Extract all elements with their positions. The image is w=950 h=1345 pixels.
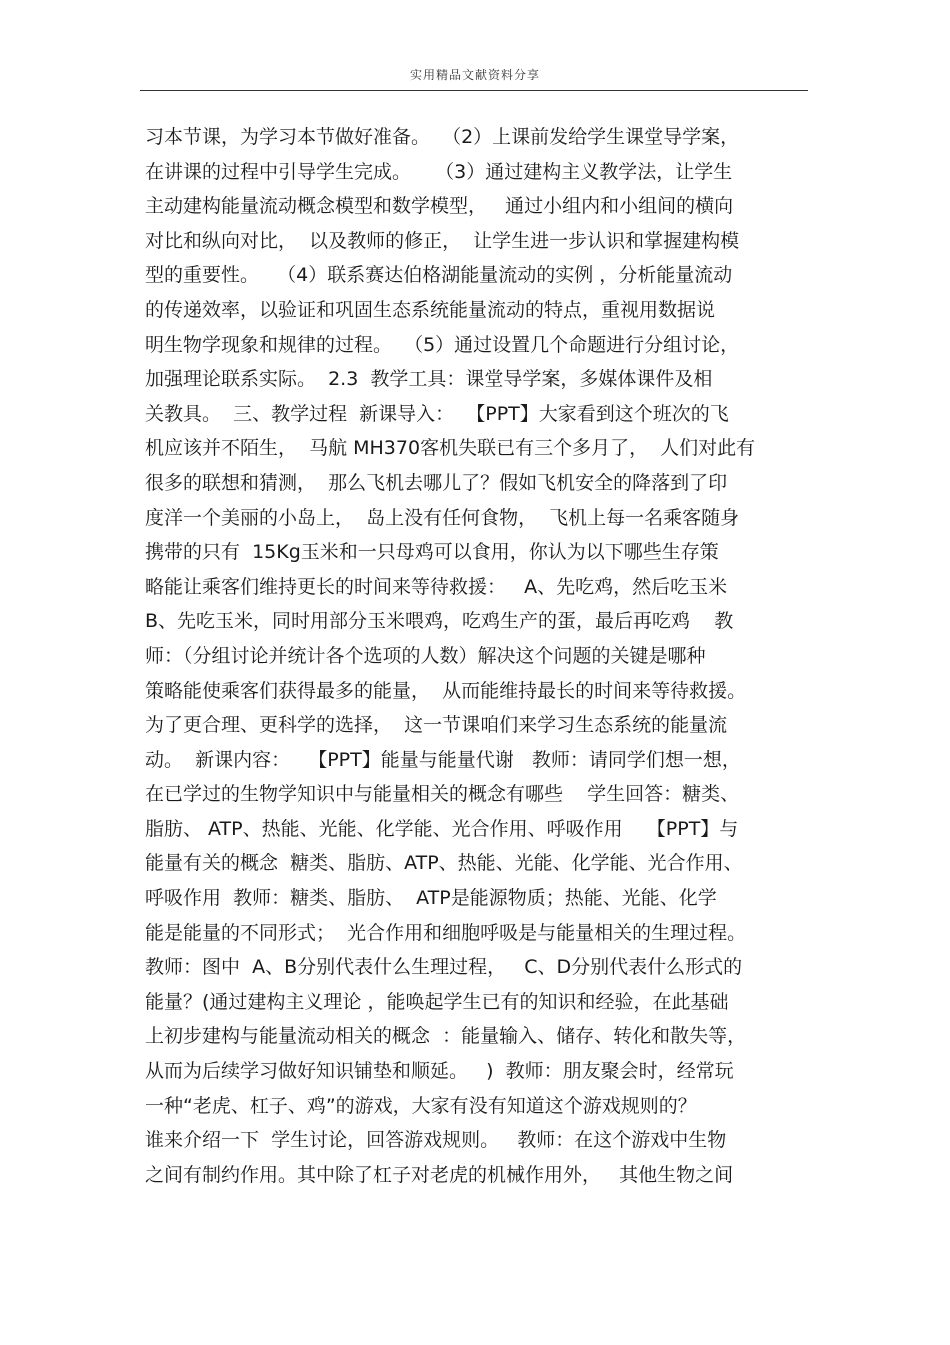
- text-line: 在已学过的生物学知识中与能量相关的概念有哪些 学生回答：糖类、: [145, 783, 740, 806]
- text-line: 习本节课，为学习本节做好准备。 （2）上课前发给学生课堂导学案，: [145, 126, 740, 148]
- text-line: 师：（分组讨论并统计各个选项的人数）解决这个问题的关键是哪种: [145, 644, 706, 667]
- text-line: 关教具。 三、教学过程 新课导入： 【PPT】大家看到这个班次的飞: [145, 402, 729, 425]
- text-line: 上初步建构与能量流动相关的概念 ：能量输入、储存、转化和散失等，: [145, 1025, 747, 1048]
- text-line: 型的重要性。 （4）联系赛达伯格湖能量流动的实例 ，分析能量流动: [145, 264, 733, 287]
- text-line: 教师：图中 A、B分别代表什么生理过程， C、D分别代表什么形式的: [145, 956, 743, 979]
- text-line: 机应该并不陌生， 马航 MH370客机失联已有三个多月了， 人们对此有: [145, 437, 756, 460]
- document-body: [145, 120, 810, 1192]
- text-line: 能是能量的不同形式； 光合作用和细胞呼吸是与能量相关的生理过程。: [145, 921, 747, 944]
- text-line: 脂肪、 ATP、热能、光能、化学能、光合作用、呼吸作用 【PPT】与: [145, 817, 739, 840]
- text-line: 能量有关的概念 糖类、脂肪、ATP、热能、光能、化学能、光合作用、: [145, 852, 743, 875]
- text-line: 动。 新课内容： 【PPT】能量与能量代谢 教师：请同学们想一想，: [145, 748, 741, 771]
- text-line: 之间有制约作用。其中除了杠子对老虎的机械作用外， 其他生物之间: [145, 1163, 734, 1186]
- text-line: 主动建构能量流动概念模型和数学模型， 通过小组内和小组间的横向: [145, 195, 734, 218]
- text-line: 携带的只有 15Kg玉米和一只母鸡可以食用，你认为以下哪些生存策: [145, 541, 719, 564]
- text-line: 对比和纵向对比， 以及教师的修正， 让学生进一步认识和掌握建构模: [145, 229, 740, 252]
- text-line: 明生物学现象和规律的过程。 （5）通过设置几个命题进行分组讨论，: [145, 333, 740, 356]
- text-line: 度洋一个美丽的小岛上， 岛上没有任何食物， 飞机上每一名乘客随身: [145, 506, 740, 529]
- text-line: 为了更合理、更科学的选择， 这一节课咱们来学习生态系统的能量流: [145, 714, 728, 737]
- text-line: B、先吃玉米，同时用部分玉米喂鸡，吃鸡生产的蛋，最后再吃鸡 教: [145, 610, 734, 633]
- text-line: 略能让乘客们维持更长的时间来等待救援： A、先吃鸡，然后吃玉米: [145, 575, 728, 598]
- text-line: 策略能使乘客们获得最多的能量， 从而能维持最长的时间来等待救援。: [145, 679, 747, 702]
- text-line: 很多的联想和猜测， 那么飞机去哪儿了？假如飞机安全的降落到了印: [145, 471, 728, 494]
- header-divider: [140, 90, 808, 91]
- text-line: 加强理论联系实际。 2.3 教学工具：课堂导学案，多媒体课件及相: [145, 368, 713, 391]
- text-line: 谁来介绍一下 学生讨论，回答游戏规则。 教师：在这个游戏中生物: [145, 1129, 727, 1152]
- text-line: 从而为后续学习做好知识铺垫和顺延。 ) 教师：朋友聚会时，经常玩: [145, 1060, 734, 1083]
- page-header: 实用精品文献资料分享: [409, 68, 540, 82]
- text-line: 在讲课的过程中引导学生完成。 （3）通过建构主义教学法，让学生: [145, 160, 733, 183]
- text-line: 能量？(通过建构主义理论 ，能唤起学生已有的知识和经验，在此基础: [145, 990, 729, 1013]
- text-line: 一种“老虎、杠子、鸡”的游戏，大家有没有知道这个游戏规则的？: [145, 1094, 697, 1117]
- text-line: 的传递效率，以验证和巩固生态系统能量流动的特点，重视用数据说: [145, 298, 716, 321]
- text-line: 呼吸作用 教师：糖类、脂肪、 ATP是能源物质；热能、光能、化学: [145, 887, 717, 910]
